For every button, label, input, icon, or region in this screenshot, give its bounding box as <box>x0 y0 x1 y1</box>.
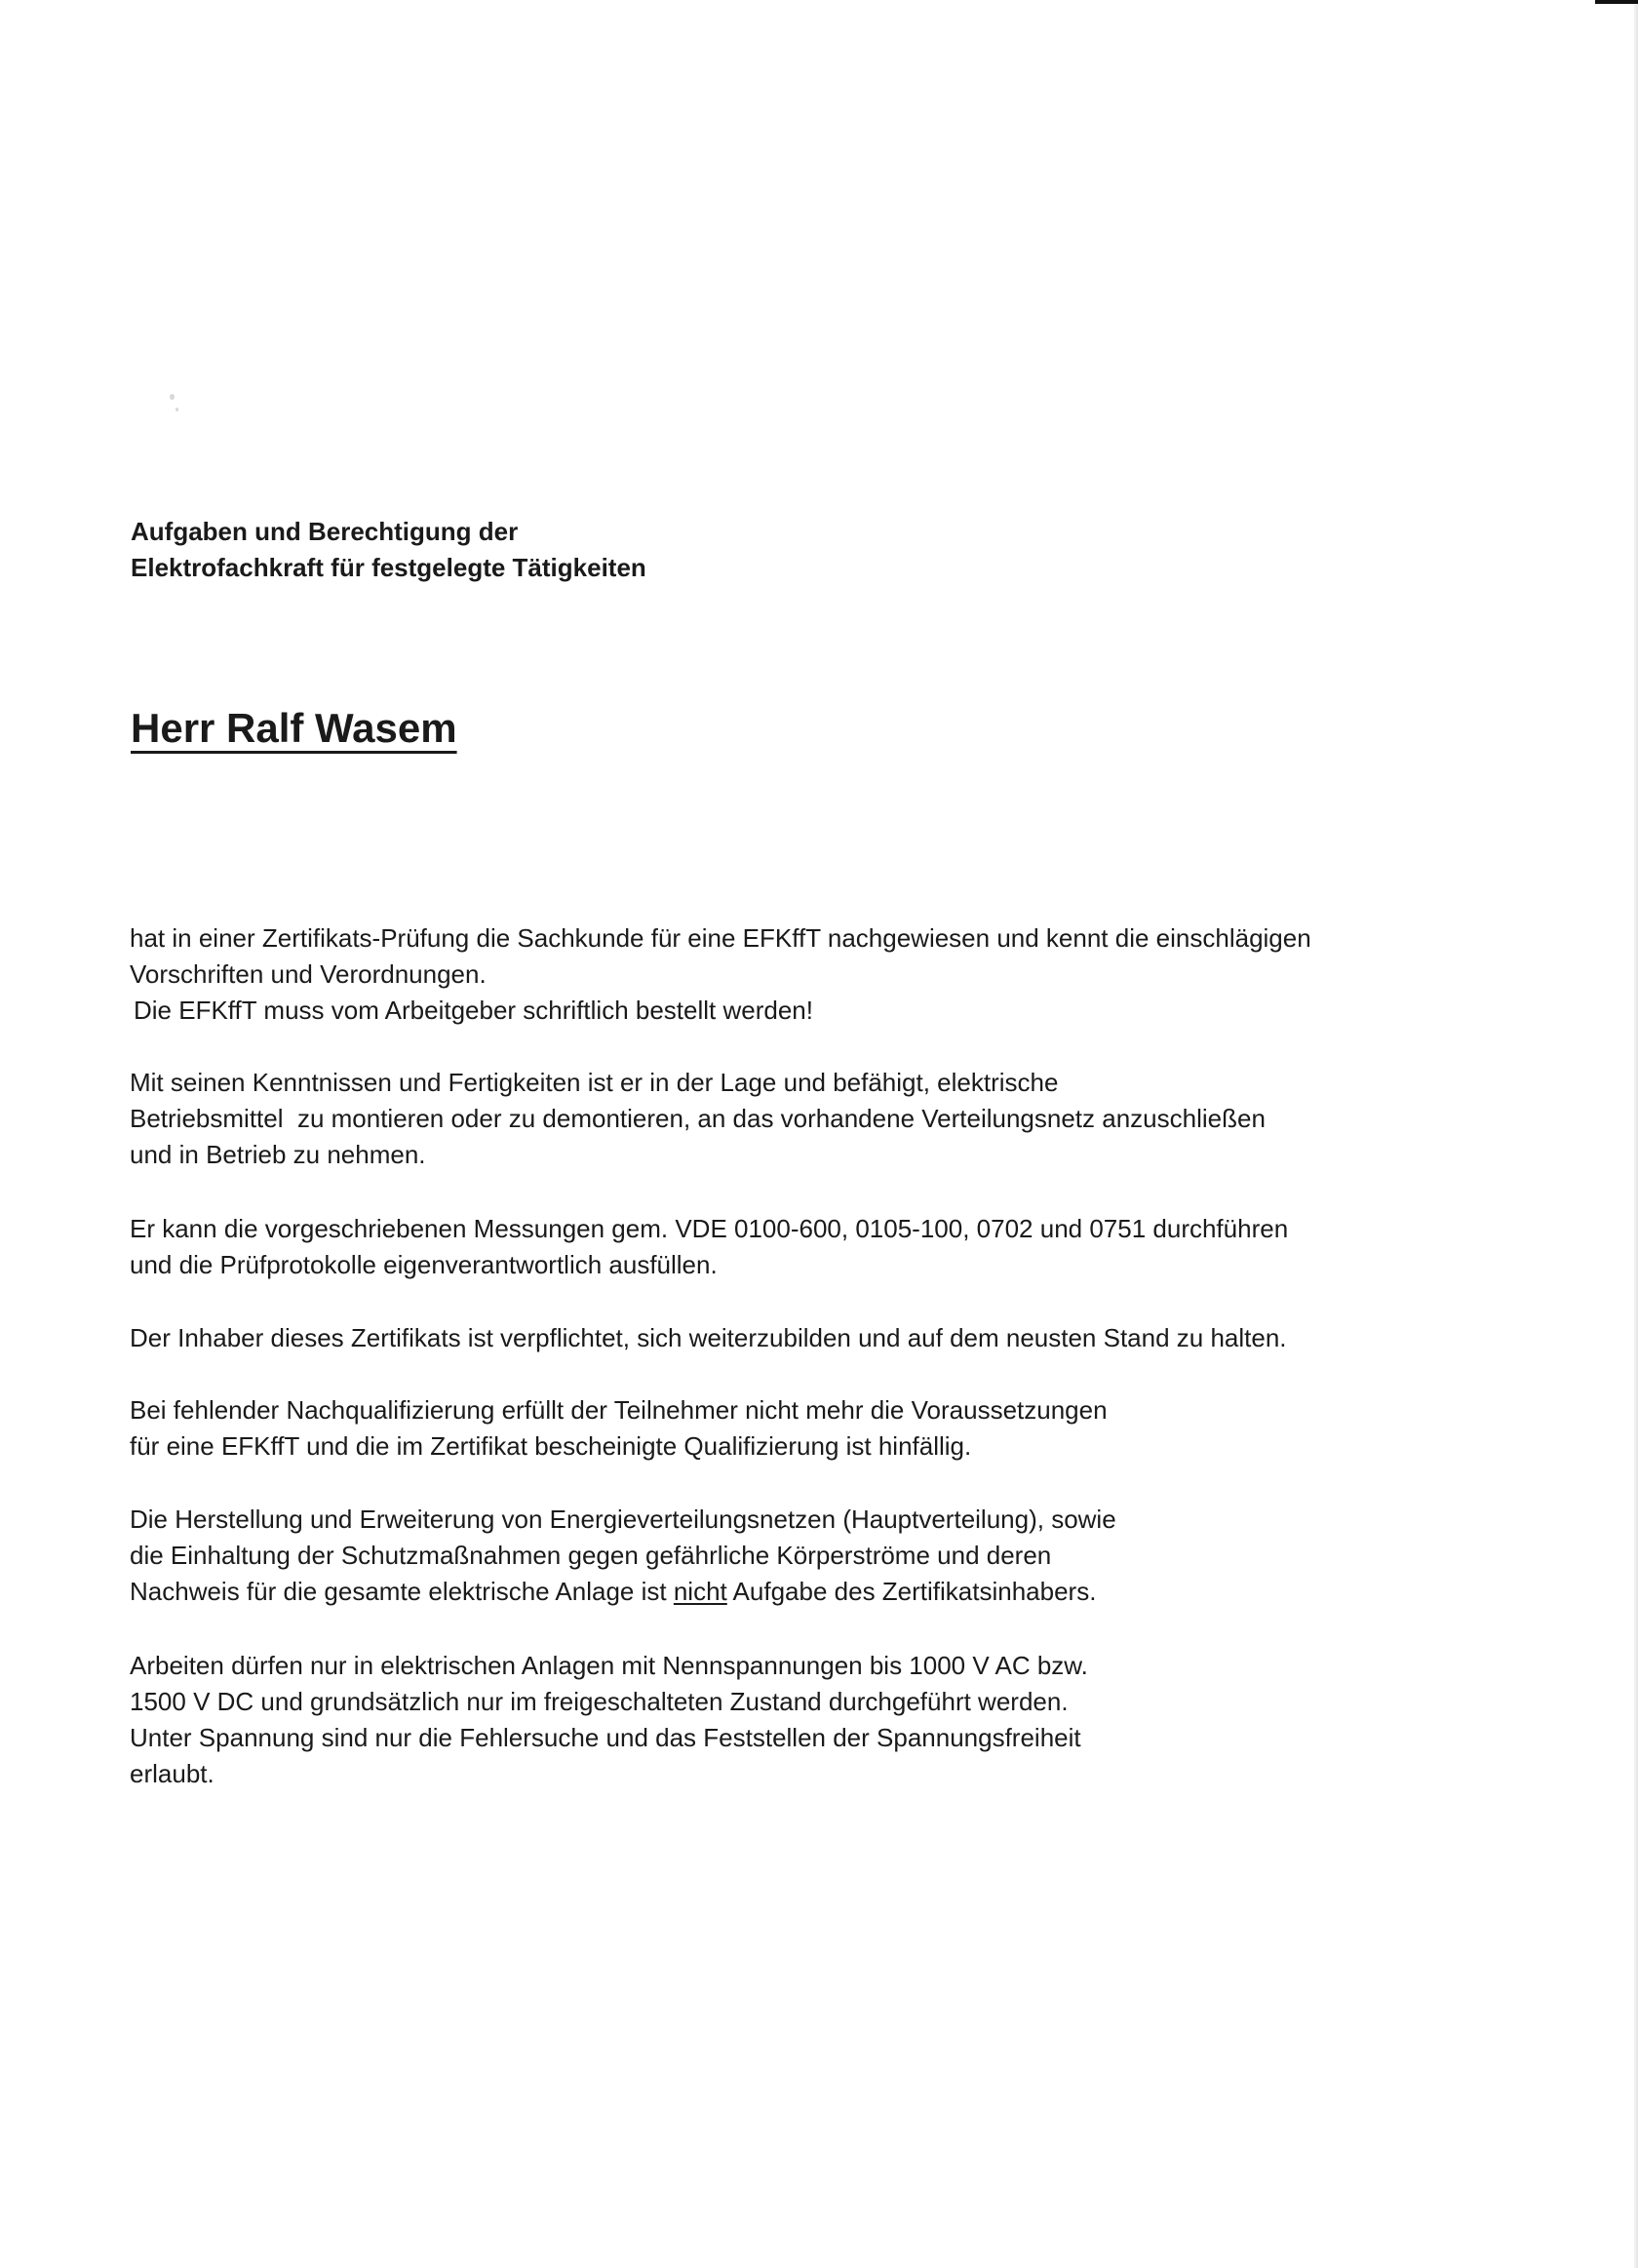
paragraph-line: die Einhaltung der Schutzmaßnahmen gegen gefährliche Körperströme und deren <box>130 1541 1052 1570</box>
paragraph-line: Er kann die vorgeschriebenen Messungen gem. VDE 0100-600, 0105-100, 0702 und 0751 durchführen <box>130 1214 1289 1243</box>
paragraph-line: Der Inhaber dieses Zertifikats ist verpflichtet, sich weiterzubilden und auf dem neusten Stand zu halten. <box>130 1323 1287 1352</box>
paragraph-line: Bei fehlender Nachqualifizierung erfüllt der Teilnehmer nicht mehr die Voraussetzungen <box>130 1395 1108 1425</box>
paragraph-line: erlaubt. <box>130 1759 214 1788</box>
paragraph-line <box>130 1574 1116 1610</box>
paragraph-line: Die Herstellung und Erweiterung von Energieverteilungsnetzen (Hauptverteilung), sowie <box>130 1505 1116 1534</box>
heading-line-1: Aufgaben und Berechtigung der <box>131 517 519 546</box>
paragraph-line: Mit seinen Kenntnissen und Fertigkeiten ist er in der Lage und befähigt, elektrische <box>130 1068 1059 1097</box>
scan-speck <box>170 394 175 400</box>
holder-name: Herr Ralf Wasem <box>131 705 457 751</box>
heading-line-2: Elektrofachkraft für festgelegte Tätigkeiten <box>131 553 646 582</box>
paragraph-training-duty <box>130 1320 1287 1356</box>
text-segment: Aufgabe des Zertifikatsinhabers. <box>726 1577 1097 1606</box>
paragraph-exclusions <box>130 1502 1116 1610</box>
paragraph-line: Vorschriften und Verordnungen. <box>130 959 487 989</box>
paragraph-line: Betriebsmittel zu montieren oder zu demontieren, an das vorhandene Verteilungsnetz anzuschließen <box>130 1104 1266 1133</box>
paragraph-line: Arbeiten dürfen nur in elektrischen Anlagen mit Nennspannungen bis 1000 V AC bzw. <box>130 1651 1088 1680</box>
paragraph-voltage-limits <box>130 1648 1088 1792</box>
paragraph-line: Die EFKffT muss vom Arbeitgeber schriftlich bestellt werden! <box>134 996 813 1025</box>
emphasis-nicht: nicht <box>673 1577 727 1606</box>
paragraph-measurements <box>130 1211 1288 1283</box>
scan-corner-mark <box>1595 0 1638 4</box>
scan-edge <box>1634 0 1638 2268</box>
paragraph-abilities <box>130 1065 1266 1173</box>
paragraph-certification <box>130 920 1311 1029</box>
paragraph-line: und in Betrieb zu nehmen. <box>130 1140 426 1169</box>
paragraph-line: hat in einer Zertifikats-Prüfung die Sachkunde für eine EFKffT nachgewiesen und kennt die einschlägigen <box>130 923 1311 953</box>
paragraph-line: und die Prüfprotokolle eigenverantwortlich ausfüllen. <box>130 1250 718 1279</box>
paragraph-requalification <box>130 1392 1108 1465</box>
paragraph-line: für eine EFKffT und die im Zertifikat bescheinigte Qualifizierung ist hinfällig. <box>130 1431 972 1461</box>
paragraph-line: Unter Spannung sind nur die Fehlersuche und das Feststellen der Spannungsfreiheit <box>130 1723 1081 1752</box>
text-segment: Nachweis für die gesamte elektrische Anlage ist <box>130 1577 674 1606</box>
document-heading <box>131 514 646 586</box>
paragraph-line: 1500 V DC und grundsätzlich nur im freigeschalteten Zustand durchgeführt werden. <box>130 1687 1069 1716</box>
scan-speck <box>176 408 178 411</box>
